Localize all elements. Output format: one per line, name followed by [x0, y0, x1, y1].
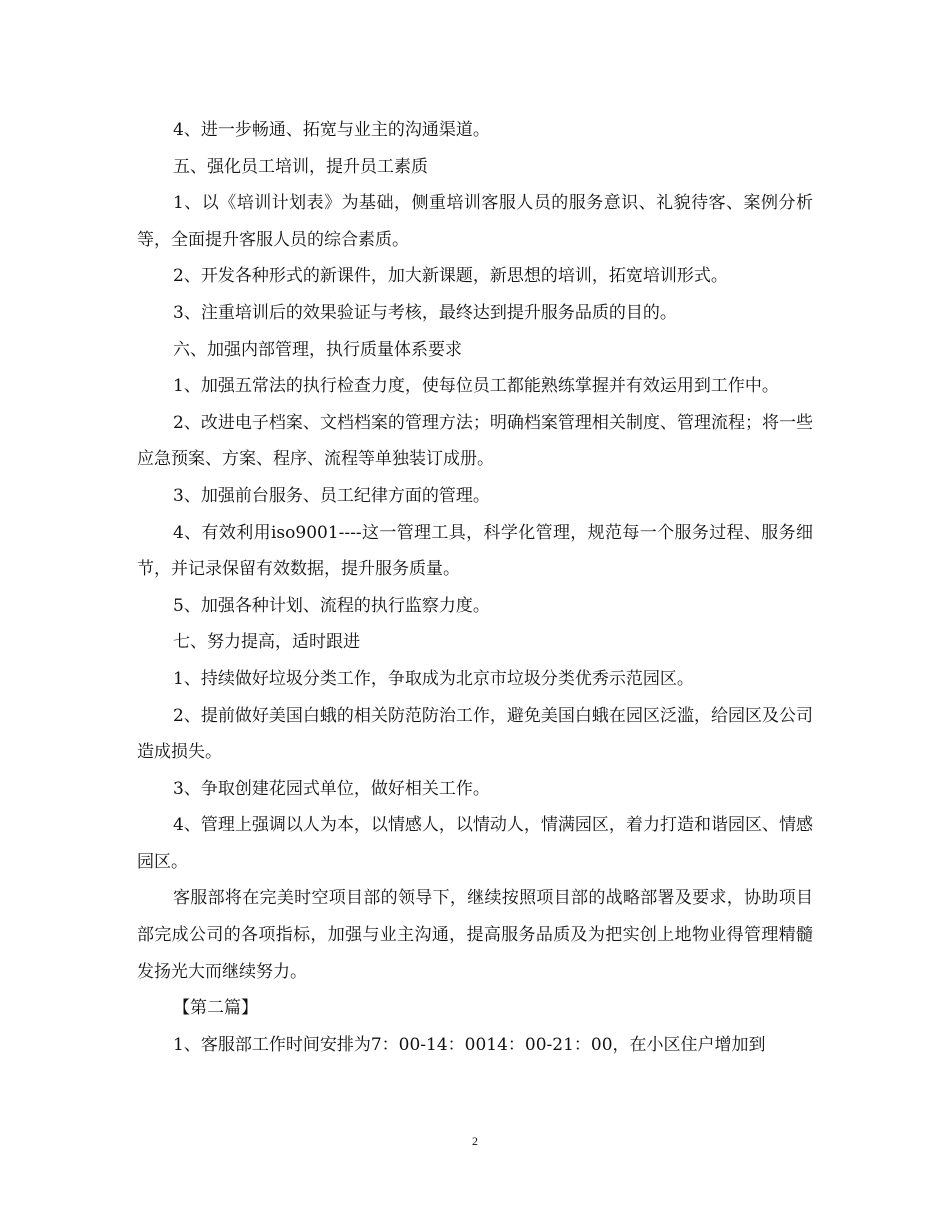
- section-heading-improvement: 七、努力提高，适时跟进: [173, 632, 360, 653]
- paragraph-communication-channels: 4、进一步畅通、拓宽与业主的沟通渠道。: [173, 120, 490, 140]
- paragraph-garbage-sorting: 1、持续做好垃圾分类工作，争取成为北京市垃圾分类优秀示范园区。: [173, 668, 694, 689]
- paragraph-supervision: 5、加强各种计划、流程的执行监察力度。: [173, 595, 490, 616]
- paragraph-training-assessment: 3、注重培训后的效果验证与考核，最终达到提升服务品质的目的。: [173, 302, 677, 323]
- paragraph-archive-management: 2、改进电子档案、文档档案的管理方法；明确档案管理相关制度、管理流程；将一些应急预案、方案、程序、流程等单独装订成册。: [137, 412, 813, 470]
- body-text: [137, 112, 813, 1063]
- page-number: 2: [472, 1134, 478, 1148]
- section-heading-training: 五、强化员工培训，提升员工素质: [173, 156, 428, 177]
- paragraph-new-courseware: 2、开发各种形式的新课件，加大新课题，新思想的培训，拓宽培训形式。: [173, 266, 728, 287]
- paragraph-conclusion: 客服部将在完美时空项目部的领导下，继续按照项目部的战略部署及要求，协助项目部完成公司的各项指标，加强与业主沟通，提高服务品质及为把实创上地物业得管理精髓发扬光大而继续努力。: [137, 888, 813, 982]
- paragraph-front-desk: 3、加强前台服务、员工纪律方面的管理。: [173, 485, 490, 506]
- paragraph-iso9001: 4、有效利用iso9001----这一管理工具，科学化管理，规范每一个服务过程、服务细节，并记录保留有效数据，提升服务质量。: [137, 522, 813, 580]
- paragraph-training-plan: 1、以《培训计划表》为基础，侧重培训客服人员的服务意识、礼貌待客、案例分析等，全面提升客服人员的综合素质。: [137, 193, 813, 250]
- paragraph-white-moth: 2、提前做好美国白蛾的相关防范防治工作，避免美国白蛾在园区泛滥，给园区及公司造成损失。: [137, 705, 813, 763]
- section-heading-internal-management: 六、加强内部管理，执行质量体系要求: [173, 339, 462, 360]
- paragraph-five-s-method: 1、加强五常法的执行检查力度，使每位员工都能熟练掌握并有效运用到工作中。: [173, 376, 779, 397]
- section-heading-part-two: 【第二篇】: [173, 998, 258, 1019]
- paragraph-working-hours: 1、客服部工作时间安排为7：00-14：0014：00-21：00，在小区住户增加到: [173, 1034, 766, 1055]
- paragraph-garden-unit: 3、争取创建花园式单位，做好相关工作。: [173, 778, 490, 799]
- paragraph-people-oriented: 4、管理上强调以人为本，以情感人，以情动人，情满园区，着力打造和谐园区、情感园区。: [137, 815, 813, 872]
